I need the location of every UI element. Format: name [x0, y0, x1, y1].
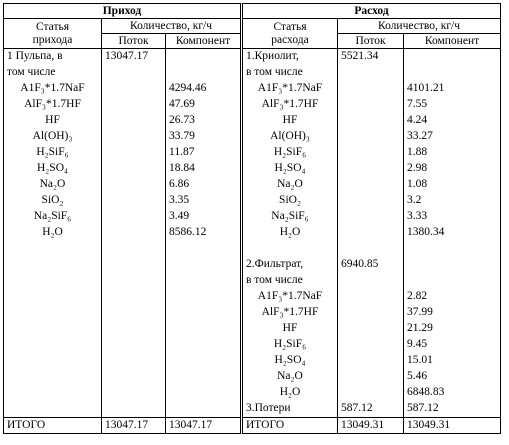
income-flow-header: Поток: [102, 34, 166, 49]
income-flow-cell: [102, 209, 166, 225]
expense-flow-header: Поток: [338, 34, 404, 49]
expense-component-cell: 4.24: [404, 113, 501, 129]
table-row: [4, 81, 501, 97]
income-flow-cell: [102, 241, 166, 257]
table-row: [4, 241, 501, 257]
expense-item-cell: H₂SiF₆: [242, 145, 338, 161]
income-component-cell: 8586.12: [166, 225, 242, 241]
table-row: [4, 193, 501, 209]
expense-component-cell: 1380.34: [404, 225, 501, 241]
expense-flow-cell: [338, 225, 404, 241]
expense-flow-cell: [338, 321, 404, 337]
expense-item-cell: HF: [242, 113, 338, 129]
expense-item-cell: в том числе: [242, 65, 338, 81]
income-item-cell: [4, 289, 102, 305]
expense-flow-cell: [338, 273, 404, 289]
income-item-cell: [4, 241, 102, 257]
expense-flow-cell: 587.12: [338, 401, 404, 418]
table-row: [4, 369, 501, 385]
expense-component-cell: 33.27: [404, 129, 501, 145]
expense-flow-cell: [338, 161, 404, 177]
table-row: [4, 337, 501, 353]
expense-flow-cell: [338, 369, 404, 385]
income-item-cell: [4, 305, 102, 321]
expense-item-cell: 2.Фильтрат,: [242, 257, 338, 273]
income-component-cell: 33.79: [166, 129, 242, 145]
expense-flow-cell: [338, 193, 404, 209]
income-component-cell: 11.87: [166, 145, 242, 161]
income-total-component: 13047.17: [166, 418, 242, 434]
expense-component-cell: 6848.83: [404, 385, 501, 401]
income-component-cell: 3.49: [166, 209, 242, 225]
expense-item-cell: H₂SO₄: [242, 353, 338, 369]
income-item-cell: [4, 401, 102, 418]
table-row: [4, 209, 501, 225]
table-row: [4, 353, 501, 369]
expense-component-cell: [404, 241, 501, 257]
income-component-cell: [166, 257, 242, 273]
income-item-cell: A1F₃*1.7NaF: [4, 81, 102, 97]
expense-flow-cell: [338, 81, 404, 97]
expense-total-flow: 13049.31: [338, 418, 404, 434]
income-flow-cell: 13047.17: [102, 49, 166, 66]
income-component-cell: 4294.46: [166, 81, 242, 97]
income-component-cell: 3.35: [166, 193, 242, 209]
expense-component-cell: 2.98: [404, 161, 501, 177]
income-flow-cell: [102, 401, 166, 418]
income-header: Приход: [4, 4, 242, 19]
income-flow-cell: [102, 113, 166, 129]
expense-flow-cell: [338, 209, 404, 225]
income-item-cell: H₂O: [4, 225, 102, 241]
expense-item-cell: AlF₃*1.7HF: [242, 97, 338, 113]
income-item-cell: H₂SiF₆: [4, 145, 102, 161]
expense-item-cell: H₂O: [242, 385, 338, 401]
expense-item-cell: H₂O: [242, 225, 338, 241]
expense-flow-cell: [338, 65, 404, 81]
table-row: [4, 65, 501, 81]
expense-component-cell: 9.45: [404, 337, 501, 353]
income-item-cell: H₂SO₄: [4, 161, 102, 177]
expense-item-cell: HF: [242, 321, 338, 337]
total-row: [4, 418, 501, 434]
income-flow-cell: [102, 193, 166, 209]
income-component-cell: [166, 337, 242, 353]
income-component-cell: 47.69: [166, 97, 242, 113]
expense-item-cell: в том числе: [242, 273, 338, 289]
expense-component-cell: [404, 273, 501, 289]
table-row: [4, 49, 501, 66]
income-item-cell: SiO₂: [4, 193, 102, 209]
expense-component-cell: 3.2: [404, 193, 501, 209]
table-row: [4, 257, 501, 273]
expense-header: Расход: [242, 4, 501, 19]
expense-flow-cell: 5521.34: [338, 49, 404, 66]
expense-component-cell: 15.01: [404, 353, 501, 369]
income-component-cell: [166, 321, 242, 337]
income-component-cell: 18.84: [166, 161, 242, 177]
income-flow-cell: [102, 81, 166, 97]
expense-component-cell: [404, 49, 501, 66]
income-flow-cell: [102, 161, 166, 177]
income-flow-cell: [102, 97, 166, 113]
expense-item-cell: Na₂O: [242, 369, 338, 385]
income-item-cell: AlF₃*1.7HF: [4, 97, 102, 113]
income-flow-cell: [102, 65, 166, 81]
expense-component-cell: [404, 257, 501, 273]
expense-flow-cell: [338, 385, 404, 401]
expense-item-header: Статья расхода: [242, 19, 338, 49]
income-item-header: Статья прихода: [4, 19, 102, 49]
table-row: [4, 113, 501, 129]
table-row: [4, 145, 501, 161]
expense-item-cell: 3.Потери: [242, 401, 338, 418]
table-row: [4, 401, 501, 418]
expense-component-cell: 1.08: [404, 177, 501, 193]
expense-flow-cell: [338, 289, 404, 305]
income-component-cell: [166, 273, 242, 289]
income-item-cell: [4, 273, 102, 289]
income-item-cell: [4, 337, 102, 353]
income-component-cell: [166, 65, 242, 81]
expense-item-cell: 1.Криолит,: [242, 49, 338, 66]
table-row: [4, 385, 501, 401]
income-flow-cell: [102, 385, 166, 401]
expense-total-component: 13049.31: [404, 418, 501, 434]
expense-flow-cell: [338, 337, 404, 353]
expense-component-cell: 7.55: [404, 97, 501, 113]
income-component-cell: [166, 385, 242, 401]
expense-item-cell: A1F₃*1.7NaF: [242, 289, 338, 305]
expense-flow-cell: 6940.85: [338, 257, 404, 273]
expense-item-cell: Na₂O: [242, 177, 338, 193]
expense-flow-cell: [338, 113, 404, 129]
expense-component-cell: 37.99: [404, 305, 501, 321]
table-row: [4, 321, 501, 337]
income-flow-cell: [102, 273, 166, 289]
income-item-cell: Na₂SiF₆: [4, 209, 102, 225]
expense-component-cell: 1.88: [404, 145, 501, 161]
expense-item-cell: Al(OH)₃: [242, 129, 338, 145]
table-row: [4, 305, 501, 321]
income-item-cell: Al(OH)₃: [4, 129, 102, 145]
income-flow-cell: [102, 369, 166, 385]
expense-component-header: Компонент: [404, 34, 501, 49]
expense-item-cell: SiO₂: [242, 193, 338, 209]
income-flow-cell: [102, 257, 166, 273]
income-quantity-header: Количество, кг/ч: [102, 19, 242, 34]
income-component-cell: [166, 353, 242, 369]
income-flow-cell: [102, 177, 166, 193]
income-flow-cell: [102, 289, 166, 305]
expense-total-label: ИТОГО: [242, 418, 338, 434]
expense-item-cell: H₂SO₄: [242, 161, 338, 177]
income-component-cell: [166, 369, 242, 385]
income-component-cell: [166, 241, 242, 257]
income-total-label: ИТОГО: [4, 418, 102, 434]
table-row: [4, 177, 501, 193]
income-component-cell: [166, 49, 242, 66]
expense-flow-cell: [338, 353, 404, 369]
income-item-cell: HF: [4, 113, 102, 129]
income-flow-cell: [102, 337, 166, 353]
table-row: [4, 225, 501, 241]
income-item-cell: [4, 321, 102, 337]
expense-flow-cell: [338, 241, 404, 257]
table-row: [4, 273, 501, 289]
income-flow-cell: [102, 321, 166, 337]
income-component-cell: [166, 401, 242, 418]
expense-component-cell: [404, 65, 501, 81]
table-row: [4, 97, 501, 113]
expense-component-cell: 4101.21: [404, 81, 501, 97]
expense-item-cell: A1F₃*1.7NaF: [242, 81, 338, 97]
expense-flow-cell: [338, 129, 404, 145]
income-flow-cell: [102, 145, 166, 161]
expense-item-cell: [242, 241, 338, 257]
income-component-cell: [166, 305, 242, 321]
income-item-cell: [4, 353, 102, 369]
expense-component-cell: 587.12: [404, 401, 501, 418]
expense-flow-cell: [338, 145, 404, 161]
table-row: [4, 161, 501, 177]
expense-item-cell: H₂SiF₆: [242, 337, 338, 353]
expense-component-cell: 3.33: [404, 209, 501, 225]
income-component-cell: 6.86: [166, 177, 242, 193]
expense-item-cell: Na₂SiF₆: [242, 209, 338, 225]
income-item-cell: [4, 385, 102, 401]
expense-flow-cell: [338, 177, 404, 193]
material-balance-table: [3, 3, 501, 434]
income-flow-cell: [102, 225, 166, 241]
income-item-cell: 1 Пульпа, в: [4, 49, 102, 66]
expense-component-cell: 2.82: [404, 289, 501, 305]
income-component-header: Компонент: [166, 34, 242, 49]
income-flow-cell: [102, 305, 166, 321]
expense-quantity-header: Количество, кг/ч: [338, 19, 501, 34]
income-total-flow: 13047.17: [102, 418, 166, 434]
income-component-cell: [166, 289, 242, 305]
income-item-cell: Na₂O: [4, 177, 102, 193]
expense-component-cell: 5.46: [404, 369, 501, 385]
income-item-cell: [4, 257, 102, 273]
expense-flow-cell: [338, 97, 404, 113]
expense-flow-cell: [338, 305, 404, 321]
income-component-cell: 26.73: [166, 113, 242, 129]
income-item-cell: том числе: [4, 65, 102, 81]
income-item-cell: [4, 369, 102, 385]
expense-item-cell: AlF₃*1.7HF: [242, 305, 338, 321]
table-row: [4, 289, 501, 305]
income-flow-cell: [102, 353, 166, 369]
expense-component-cell: 21.29: [404, 321, 501, 337]
income-flow-cell: [102, 129, 166, 145]
table-row: [4, 129, 501, 145]
